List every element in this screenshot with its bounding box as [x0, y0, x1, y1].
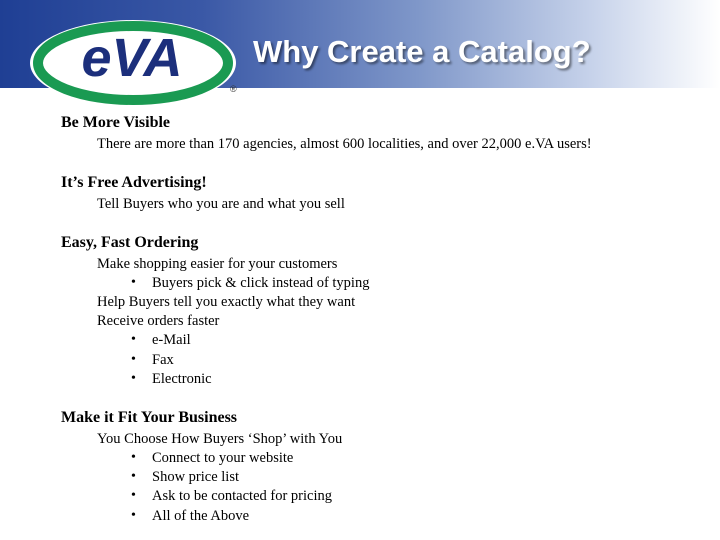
bullet-line: Connect to your website [152, 450, 294, 466]
section-heading-be-more-visible: Be More Visible [61, 114, 171, 131]
bullet-line: Show price list [152, 469, 239, 485]
section-heading-make-it-fit: Make it Fit Your Business [61, 409, 238, 426]
section-line: Receive orders faster [97, 313, 220, 329]
bullet-icon: • [131, 450, 136, 465]
section-line: Make shopping easier for your customers [97, 256, 338, 272]
bullet-line: Fax [152, 352, 174, 368]
registered-mark: ® [230, 84, 237, 94]
section-heading-free-advertising: It’s Free Advertising! [61, 174, 207, 191]
page-title: Why Create a Catalog? [253, 34, 591, 69]
bullet-line: Ask to be contacted for pricing [152, 488, 332, 504]
bullet-icon: • [131, 275, 136, 290]
svg-text:eVA: eVA [81, 28, 183, 88]
bullet-line: Electronic [152, 371, 212, 387]
bullet-icon: • [131, 352, 136, 367]
section-line: You Choose How Buyers ‘Shop’ with You [97, 431, 343, 447]
bullet-line: e-Mail [152, 332, 191, 348]
section-line: There are more than 170 agencies, almost 600 localities, and over 22,000 e.VA users! [97, 136, 592, 152]
bullet-icon: • [131, 371, 136, 386]
section-line: Help Buyers tell you exactly what they want [97, 294, 356, 310]
bullet-line: Buyers pick & click instead of typing [152, 275, 370, 291]
bullet-icon: • [131, 332, 136, 347]
section-heading-easy-fast-ordering: Easy, Fast Ordering [61, 234, 199, 251]
bullet-line: All of the Above [152, 508, 250, 524]
bullet-icon: • [131, 488, 136, 503]
bullet-icon: • [131, 508, 136, 523]
section-line: Tell Buyers who you are and what you sell [97, 196, 345, 212]
bullet-icon: • [131, 469, 136, 484]
